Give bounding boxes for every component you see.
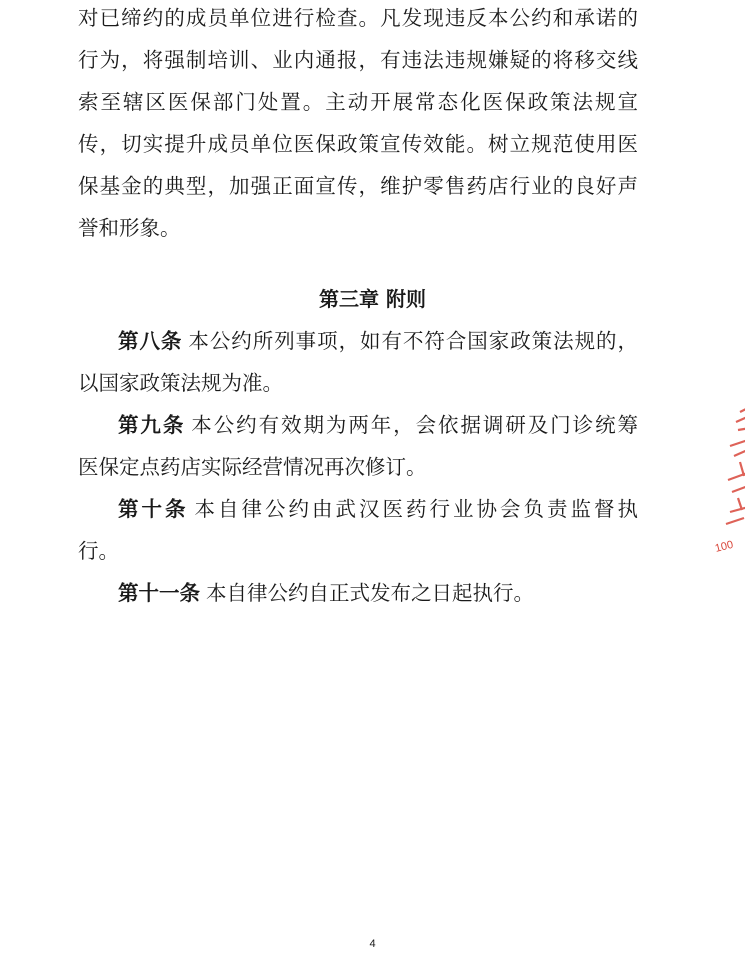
body-line: 索至辖区医保部门处置。主动开展常态化医保政策法规宣 <box>78 90 638 114</box>
article-text: 本公约有效期为两年，会依据调研及门诊统筹 <box>191 413 639 437</box>
article-10-line-2: 行。 <box>78 539 119 563</box>
body-line: 行为，将强制培训、业内通报，有违法违规嫌疑的将移交线 <box>78 48 638 72</box>
article-text: 本公约所列事项，如有不符合国家政策法规的， <box>188 329 639 353</box>
article-text: 本自律公约由武汉医药行业协会负责监督执 <box>194 497 638 521</box>
article-label: 第九条 <box>118 413 186 437</box>
official-seal <box>700 400 745 570</box>
article-9-line-2: 医保定点药店实际经营情况再次修订。 <box>78 455 427 479</box>
article-8-line-2: 以国家政策法规为准。 <box>78 371 283 395</box>
seal-text: 100 <box>713 538 735 555</box>
article-9-line-1 <box>118 411 638 439</box>
page-number: 4 <box>369 938 376 950</box>
article-label: 第八条 <box>118 329 183 353</box>
body-line: 保基金的典型，加强正面宣传，维护零售药店行业的良好声 <box>78 174 638 198</box>
seal-graphic <box>700 400 745 570</box>
article-11-line-1 <box>118 579 638 607</box>
article-label: 第十条 <box>118 497 189 521</box>
body-line: 传，切实提升成员单位医保政策宣传效能。树立规范使用医 <box>78 132 638 156</box>
body-line: 誉和形象。 <box>78 216 181 240</box>
article-text: 本自律公约自正式发布之日起执行。 <box>206 581 534 605</box>
body-line: 对已缔约的成员单位进行检查。凡发现违反本公约和承诺的 <box>78 6 638 30</box>
chapter-title: 第三章 附则 <box>319 287 426 311</box>
article-8-line-1 <box>118 327 638 355</box>
article-10-line-1 <box>118 495 638 523</box>
article-label: 第十一条 <box>118 581 200 605</box>
